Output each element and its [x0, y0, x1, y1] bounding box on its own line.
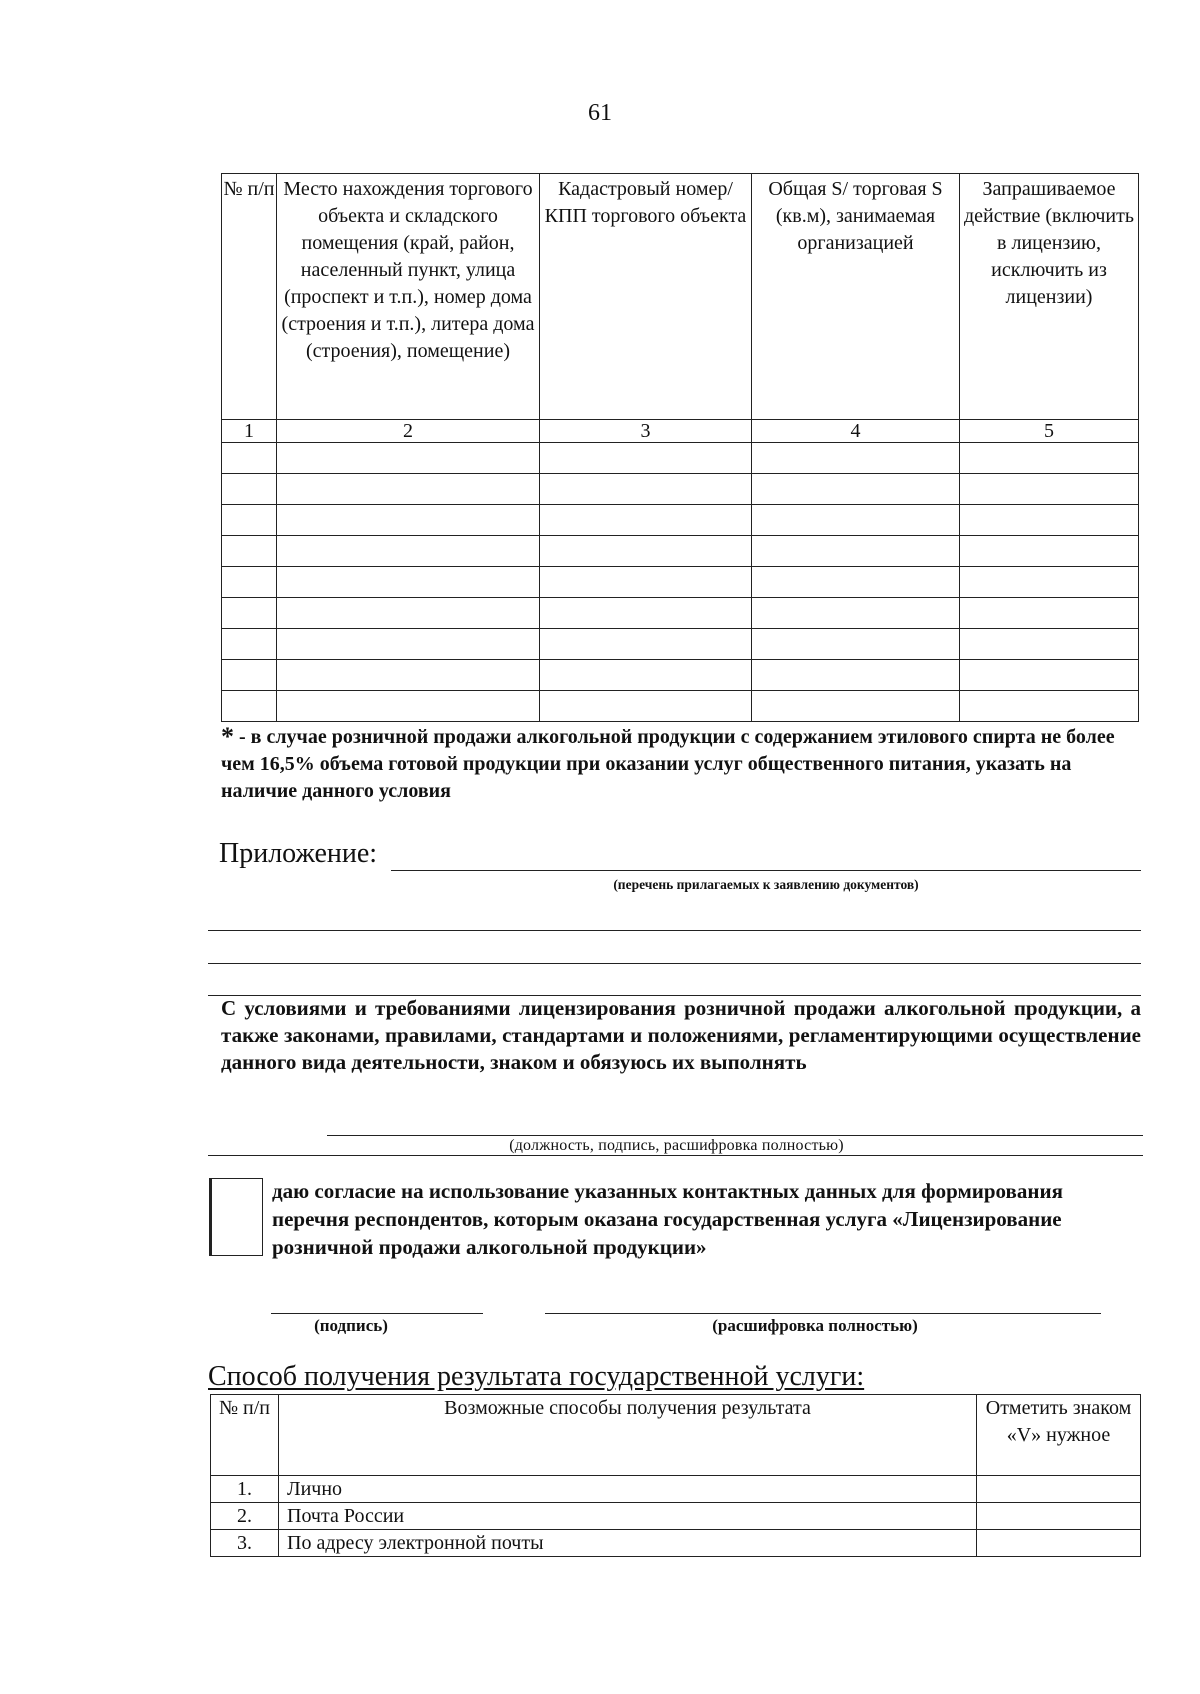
result-methods-table — [210, 1394, 1141, 1557]
method-label: Лично — [279, 1476, 977, 1503]
table-cell[interactable] — [277, 536, 540, 567]
column-number: 4 — [752, 420, 960, 443]
footnote-star: * — [221, 722, 234, 751]
table-cell[interactable] — [222, 474, 277, 505]
objects-table — [221, 173, 1139, 722]
consent-text: даю согласие на использование указанных контактных данных для формирования перечня респондентов, которым оказана государственная услуга «Лицензирование розничной продажи алкогольной продукции» — [272, 1179, 1063, 1259]
table-cell[interactable] — [540, 660, 752, 691]
table-row — [211, 1503, 1141, 1530]
table-cell[interactable] — [960, 598, 1139, 629]
header-area: Общая S/ торговая S (кв.м), занимаемая организацией — [752, 174, 960, 420]
signature-underline — [208, 1155, 1143, 1156]
page-number: 61 — [588, 100, 612, 126]
table-cell[interactable] — [222, 660, 277, 691]
table-cell[interactable] — [277, 443, 540, 474]
method-label: По адресу электронной почты — [279, 1530, 977, 1557]
objects-table-header — [222, 174, 1139, 420]
table-cell[interactable] — [222, 691, 277, 722]
result-section-title: Способ получения результата государственной услуги: — [208, 1361, 865, 1392]
table-cell[interactable] — [540, 629, 752, 660]
table-cell[interactable] — [540, 536, 752, 567]
table-cell[interactable] — [222, 598, 277, 629]
full-name-label: (расшифровка полностью) — [712, 1316, 918, 1335]
header-cadastral: Кадастровый номер/КПП торгового объекта — [540, 174, 752, 420]
full-name-input-line[interactable] — [545, 1313, 1101, 1314]
table-cell[interactable] — [752, 629, 960, 660]
mark-cell[interactable] — [977, 1476, 1141, 1503]
table-cell[interactable] — [960, 691, 1139, 722]
column-number: 1 — [222, 420, 277, 443]
table-cell[interactable] — [540, 505, 752, 536]
table-row — [222, 536, 1139, 567]
table-row — [222, 443, 1139, 474]
header-number: № п/п — [211, 1395, 279, 1476]
signature-line[interactable] — [327, 1135, 1143, 1136]
table-row — [211, 1530, 1141, 1557]
consent-checkbox[interactable] — [209, 1178, 263, 1256]
table-cell[interactable] — [277, 660, 540, 691]
table-cell[interactable] — [277, 691, 540, 722]
row-number: 2. — [211, 1503, 279, 1530]
table-cell[interactable] — [752, 691, 960, 722]
table-cell[interactable] — [960, 629, 1139, 660]
header-location: Место нахождения торгового объекта и складского помещения (край, район, населенный пункт, улица (проспект и т.п.), номер дома (строения и т.п.), литера дома (строения), помещение) — [277, 174, 540, 420]
table-cell[interactable] — [222, 536, 277, 567]
row-number: 1. — [211, 1476, 279, 1503]
header-methods: Возможные способы получения результата — [279, 1395, 977, 1476]
table-cell[interactable] — [752, 505, 960, 536]
table-cell[interactable] — [222, 505, 277, 536]
row-number: 3. — [211, 1530, 279, 1557]
terms-statement: С условиями и требованиями лицензирования розничной продажи алкогольной продукции, а также законами, правилами, стандартами и положениями, регламентирующими осуществление данного вида деятельности, знаком и обязуюсь их выполнять — [221, 996, 1141, 1074]
table-row — [222, 629, 1139, 660]
table-row — [222, 691, 1139, 722]
column-number: 3 — [540, 420, 752, 443]
table-cell[interactable] — [960, 443, 1139, 474]
table-row — [222, 474, 1139, 505]
mark-cell[interactable] — [977, 1530, 1141, 1557]
signature-label: (подпись) — [314, 1316, 388, 1335]
table-cell[interactable] — [540, 474, 752, 505]
table-cell[interactable] — [277, 598, 540, 629]
table-row — [222, 598, 1139, 629]
table-cell[interactable] — [277, 629, 540, 660]
table-cell[interactable] — [752, 474, 960, 505]
appendix-line[interactable] — [208, 930, 1141, 931]
table-cell[interactable] — [277, 505, 540, 536]
header-mark: Отметить знаком «V» нужное — [977, 1395, 1141, 1476]
table-cell[interactable] — [222, 629, 277, 660]
signature-input-line[interactable] — [271, 1313, 483, 1314]
table-cell[interactable] — [222, 567, 277, 598]
table-cell[interactable] — [540, 598, 752, 629]
column-number: 5 — [960, 420, 1139, 443]
table-cell[interactable] — [277, 567, 540, 598]
appendix-input-line[interactable] — [391, 870, 1141, 871]
table-cell[interactable] — [540, 567, 752, 598]
table-cell[interactable] — [960, 536, 1139, 567]
table-cell[interactable] — [752, 443, 960, 474]
table-row — [222, 505, 1139, 536]
mark-cell[interactable] — [977, 1503, 1141, 1530]
table-cell[interactable] — [540, 443, 752, 474]
header-action: Запрашиваемое действие (включить в лицензию, исключить из лицензии) — [960, 174, 1139, 420]
appendix-label: Приложение: — [219, 838, 378, 869]
table-cell[interactable] — [960, 567, 1139, 598]
column-numbers-row — [222, 420, 1139, 443]
table-cell[interactable] — [752, 567, 960, 598]
header-number: № п/п — [222, 174, 277, 420]
column-number: 2 — [277, 420, 540, 443]
result-table-header — [211, 1395, 1141, 1476]
table-cell[interactable] — [277, 474, 540, 505]
appendix-hint: (перечень прилагаемых к заявлению документов) — [613, 877, 919, 892]
table-row — [211, 1476, 1141, 1503]
table-cell[interactable] — [752, 660, 960, 691]
table-cell[interactable] — [752, 536, 960, 567]
footnote-text: - в случае розничной продажи алкогольной продукции с содержанием этилового спирта не более чем 16,5% объема готовой продукции при оказании услуг общественного питания, указать на наличие данного условия — [221, 726, 1115, 802]
method-label: Почта России — [279, 1503, 977, 1530]
table-cell[interactable] — [540, 691, 752, 722]
table-cell[interactable] — [960, 474, 1139, 505]
table-cell[interactable] — [222, 443, 277, 474]
footnote — [221, 723, 1141, 805]
table-cell[interactable] — [752, 598, 960, 629]
table-cell[interactable] — [960, 660, 1139, 691]
signature-hint: (должность, подпись, расшифровка полностью) — [509, 1137, 844, 1154]
table-row — [222, 567, 1139, 598]
table-cell[interactable] — [960, 505, 1139, 536]
table-row — [222, 660, 1139, 691]
appendix-line[interactable] — [208, 963, 1141, 964]
